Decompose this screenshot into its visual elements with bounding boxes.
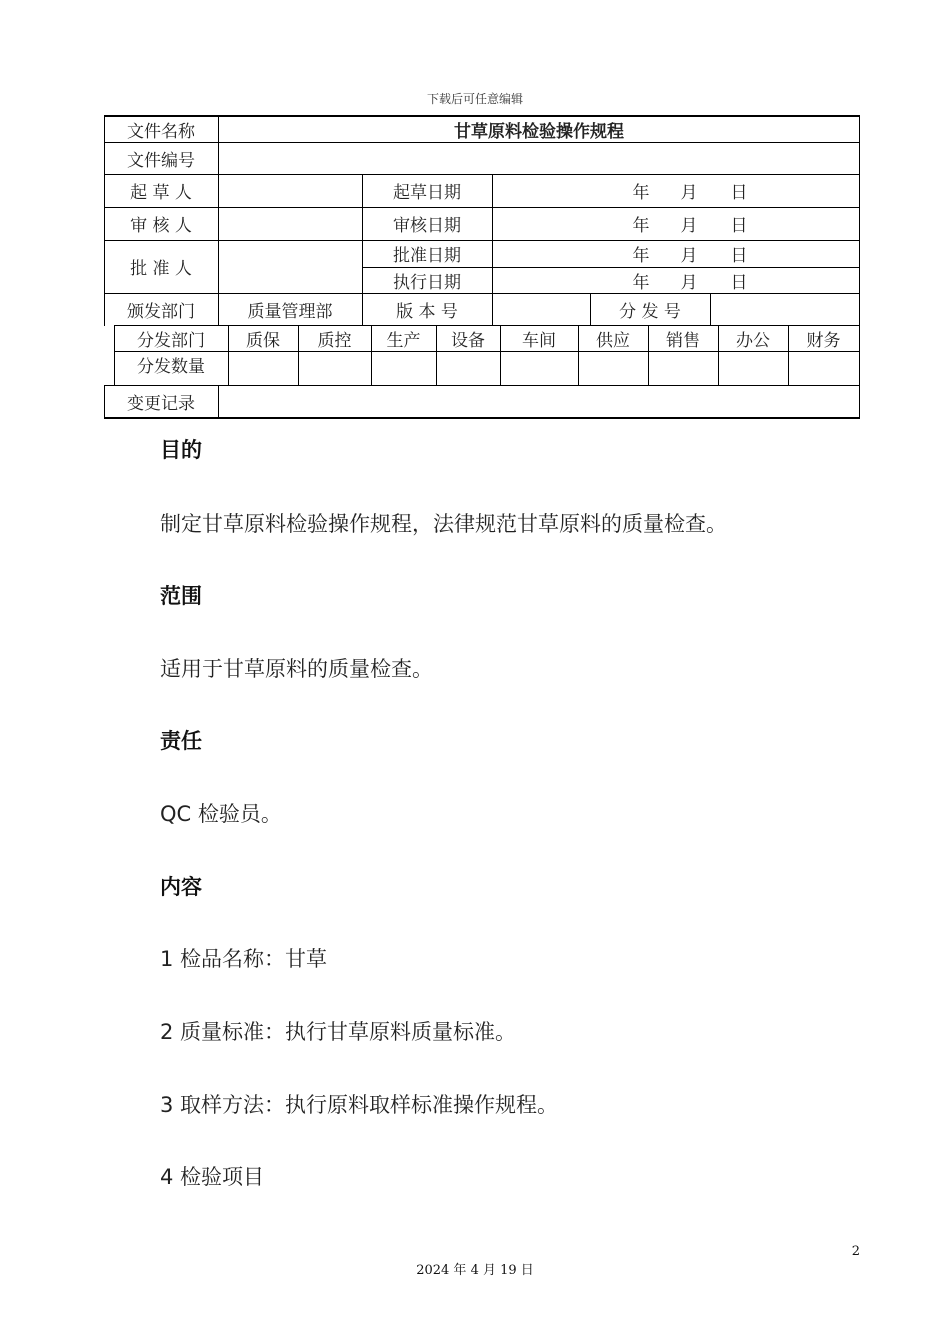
list-item: 1 检品名称：甘草 bbox=[160, 947, 328, 971]
responsibility-text: QC 检验员。 bbox=[160, 802, 282, 826]
dist-no-label: 分 发 号 bbox=[619, 301, 681, 322]
issue-dept-label: 颁发部门 bbox=[127, 301, 195, 322]
approve-date-day: 日 bbox=[730, 246, 748, 266]
dept-cell: 设备 bbox=[451, 330, 485, 351]
reviewer-label: 审 核 人 bbox=[130, 216, 192, 236]
review-date-year: 年 bbox=[632, 216, 650, 236]
doc-name-label: 文件名称 bbox=[127, 122, 195, 142]
document-control-form bbox=[104, 115, 860, 419]
page-number: 2 bbox=[851, 1244, 860, 1259]
approve-date-label: 批准日期 bbox=[393, 246, 461, 266]
review-date-month: 月 bbox=[680, 216, 698, 236]
dept-cell: 质控 bbox=[317, 330, 352, 351]
exec-date-day: 日 bbox=[730, 272, 748, 293]
exec-date-month: 月 bbox=[680, 272, 698, 293]
dept-cell: 财务 bbox=[806, 330, 841, 351]
dist-dept-label: 分发部门 bbox=[137, 330, 205, 351]
list-item: 3 取样方法：执行原料取样标准操作规程。 bbox=[160, 1093, 559, 1117]
dept-cell: 质保 bbox=[246, 330, 280, 351]
approver-label: 批 准 人 bbox=[130, 259, 192, 279]
version-label: 版 本 号 bbox=[396, 301, 458, 322]
drafter-label: 起 草 人 bbox=[130, 183, 192, 203]
approve-date-month: 月 bbox=[680, 246, 698, 266]
purpose-text: 制定甘草原料检验操作规程，法律规范甘草原料的质量检查。 bbox=[160, 512, 727, 536]
doc-no-label: 文件编号 bbox=[127, 150, 195, 171]
dept-cell: 车间 bbox=[522, 330, 556, 351]
approve-date-year: 年 bbox=[632, 246, 650, 266]
dept-cell: 销售 bbox=[666, 330, 700, 351]
change-record-label: 变更记录 bbox=[127, 393, 195, 414]
responsibility-title: 责任 bbox=[160, 729, 202, 753]
doc-name-value: 甘草原料检验操作规程 bbox=[454, 122, 624, 142]
draft-date-year: 年 bbox=[632, 183, 650, 203]
scope-title: 范围 bbox=[160, 584, 202, 608]
footer-date: 2024 年 4 月 19 日 bbox=[416, 1263, 534, 1278]
issue-dept-value: 质量管理部 bbox=[247, 301, 333, 322]
scope-text: 适用于甘草原料的质量检查。 bbox=[160, 657, 433, 681]
exec-date-year: 年 bbox=[632, 272, 650, 293]
content-title: 内容 bbox=[160, 875, 202, 899]
review-date-label: 审核日期 bbox=[393, 216, 461, 236]
exec-date-label: 执行日期 bbox=[393, 272, 461, 293]
dist-qty-label: 分发数量 bbox=[137, 356, 205, 377]
list-item: 4 检验项目 bbox=[160, 1165, 265, 1189]
dept-cell: 生产 bbox=[386, 330, 421, 351]
list-item: 2 质量标准：执行甘草原料质量标准。 bbox=[160, 1020, 517, 1044]
dept-cell: 供应 bbox=[596, 330, 630, 351]
draft-date-month: 月 bbox=[680, 183, 698, 203]
dept-cell: 办公 bbox=[736, 330, 770, 351]
draft-date-day: 日 bbox=[730, 183, 748, 203]
review-date-day: 日 bbox=[730, 216, 748, 236]
draft-date-label: 起草日期 bbox=[393, 183, 461, 203]
purpose-title: 目的 bbox=[160, 438, 202, 462]
header-note: 下载后可任意编辑 bbox=[426, 92, 523, 106]
